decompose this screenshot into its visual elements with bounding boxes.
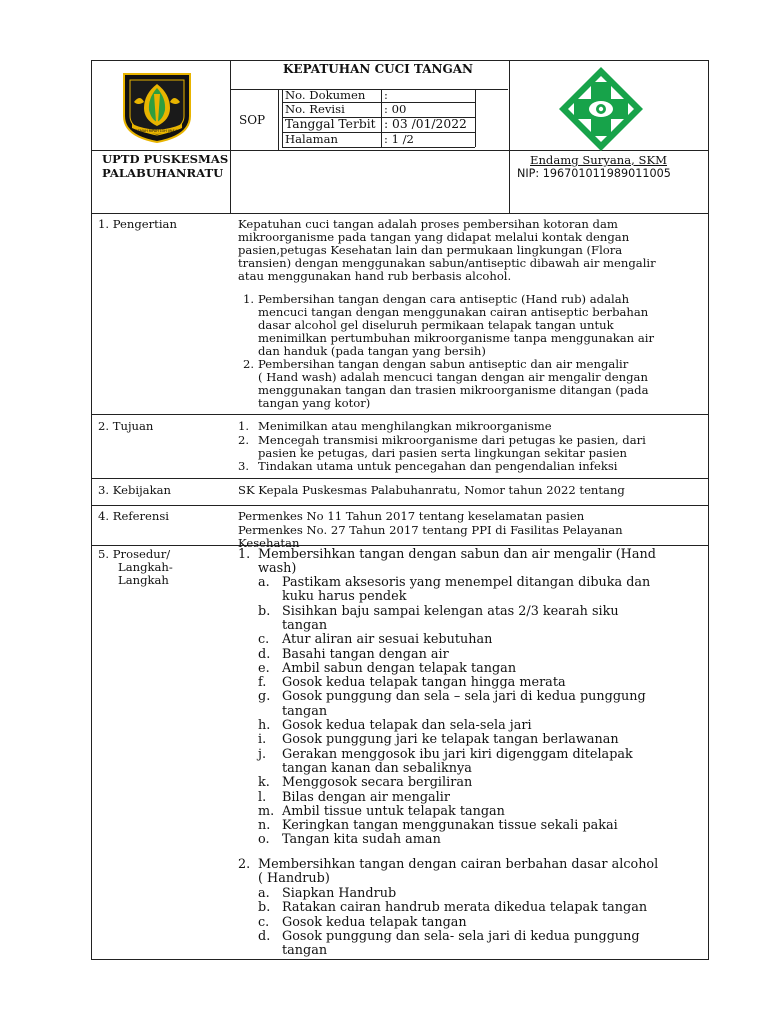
step-text: tangan kanan dan sebaliknya [282,760,472,776]
step-letter: e. [258,660,270,676]
referensi-line: Kesehatan [238,536,300,550]
text-line: pasien,petugas Kesehatan lain dan permukaan lingkungan (Flora [238,243,623,257]
row-divider-kebijakan [92,505,708,506]
step-text: Sisihkan baju sampai kelengan atas 2/3 kearah siku [282,603,619,619]
sop-label: SOP [239,113,266,127]
signer-nip: NIP: 196701011989011005 [517,167,671,180]
section-label-tujuan: 2. Tujuan [98,419,154,433]
text-line: ( Handrub) [258,871,330,887]
tujuan-point-2-line2: pasien ke petugas, dari pasien serta lingkungan sekitar pasien [258,446,627,460]
step-text: Gosok kedua telapak tangan hingga merata [282,675,566,691]
tujuan-point-3: Tindakan utama untuk pencegahan dan pengendalian infeksi [258,459,618,473]
col-divider-left [230,61,231,214]
text-line: ( Hand wash) adalah mencuci tangan dengan air mengalir dengan [258,370,648,384]
emblem-motto: GEMAH RIPAH LOH JINAWI [135,129,179,133]
step-text: Ratakan cairan handrub merata dikedua telapak tangan [282,900,648,916]
pengertian-point-number: 2. [243,357,255,371]
doc-field-label-tanggal-terbit: Tanggal Terbit [285,117,376,131]
step-letter: a. [258,886,270,901]
text-line: tangan yang kotor) [258,396,371,410]
pengertian-point-number: 1. [243,292,255,306]
col-divider-right [509,61,510,214]
pengertian-intro [238,218,688,283]
procedure-number: 1. [238,547,251,562]
field-divider [282,102,475,103]
step-letter: j. [258,746,267,762]
text-line: Pembersihan tangan dengan sabun antiseptic dan air mengalir [258,357,629,371]
step-text: tangan [282,943,328,959]
text-line: transien) dengan menggunakan sabun/antiseptic dibawah air mengalir [238,256,656,270]
text-line: Pembersihan tangan dengan cara antiseptic (Hand rub) adalah [258,292,630,306]
col-divider-sop [278,90,279,151]
step-letter: i. [258,732,267,748]
row-divider-referensi [92,545,708,546]
step-text: tangan [282,617,328,633]
puskesmas-logo [556,64,646,154]
step-text: Gosok punggung dan sela- sela jari di kedua punggung [282,928,640,944]
field-divider [381,89,382,147]
step-text: Gosok kedua telapak tangan [282,914,467,930]
row-divider-header-bottom [92,213,708,214]
row-divider-pengertian [92,414,708,415]
text-line: atau menggunakan hand rub berbasis alcohol. [238,269,512,283]
step-letter: k. [258,775,270,791]
procedure-title-handwash [258,548,656,577]
section-label-referensi: 4. Referensi [98,509,170,523]
step-letter: n. [258,818,271,834]
text-line: Membersihkan tangan dengan sabun dan air mengalir (Hand [258,547,656,562]
section-label-prosedur: 5. Prosedur/ [98,547,171,561]
tujuan-point-number: 3. [238,459,250,473]
text-line: menimilkan pertumbuhan mikroorganisme tanpa menggunakan air [258,331,654,345]
step-text: Gosok punggung dan sela – sela jari di kedua punggung [282,689,646,705]
referensi-line: Permenkes No 11 Tahun 2017 tentang keselamatan pasien [238,509,585,523]
step-text: Pastikam aksesoris yang menempel ditangan dibuka dan [282,575,651,590]
step-text: Bilas dengan air mengalir [282,789,450,805]
text-line: dasar alcohol gel diseluruh permikaan telapak tangan untuk [258,318,614,332]
step-letter: b. [258,603,271,619]
row-divider-tujuan [92,478,708,479]
text-line: menggunakan tangan dan trasien mikroorganisme ditangan (pada [258,383,649,397]
doc-field-value-no-dokumen: : [384,88,388,102]
doc-field-label-no-dokumen: No. Dokumen [285,88,366,102]
step-letter: f. [258,675,267,691]
text-line: dan handuk (pada tangan yang bersih) [258,344,486,358]
step-text: Keringkan tangan menggunakan tissue sekali pakai [282,818,618,834]
step-text: Siapkan Handrub [282,886,397,901]
field-divider [282,117,475,118]
field-divider [282,132,475,133]
pengertian-point-2 [258,358,688,410]
doc-field-value-halaman: : 1 /2 [384,132,414,146]
step-letter: c. [258,632,270,648]
step-text: Ambil tissue untuk telapak tangan [282,803,505,819]
institution-name-line2: PALABUHANRATU [102,166,224,180]
procedure-title-handrub [258,858,658,887]
tujuan-point-number: 2. [238,433,250,447]
step-letter: g. [258,689,271,705]
text-line: Membersihkan tangan dengan cairan berbahan dasar alcohol [258,857,659,872]
section-label-kebijakan: 3. Kebijakan [98,483,171,497]
step-letter: b. [258,900,271,916]
regency-emblem-logo [120,72,194,144]
kebijakan-text: SK Kepala Puskesmas Palabuhanratu, Nomor tahun 2022 tentang [238,483,625,497]
step-text: Gosok punggung jari ke telapak tangan berlawanan [282,732,619,748]
step-text: tangan [282,703,328,719]
doc-field-value-no-revisi: : 00 [384,102,407,116]
section-label-prosedur: Langkah [118,573,169,587]
doc-field-label-no-revisi: No. Revisi [285,102,345,116]
step-text: Gerakan menggosok ibu jari kiri digenggam ditelapak [282,746,633,762]
step-letter: a. [258,575,270,590]
tujuan-point-2-line1: Mencegah transmisi mikroorganisme dari petugas ke pasien, dari [258,433,646,447]
signer-name: Endamg Suryana, SKM [530,153,668,167]
step-text: Menggosok secara bergiliran [282,775,473,791]
referensi-line: Permenkes No. 27 Tahun 2017 tentang PPI di Fasilitas Pelayanan [238,523,623,537]
section-label-pengertian: 1. Pengertian [98,217,177,231]
step-text: Tangan kita sudah aman [282,832,441,848]
doc-field-value-tanggal-terbit: : 03 /01/2022 [384,117,467,131]
section-label-prosedur: Langkah- [118,560,173,574]
step-letter: c. [258,914,270,930]
step-text: kuku harus pendek [282,589,407,605]
step-letter: o. [258,832,270,848]
institution-name-line1: UPTD PUSKESMAS [102,152,229,166]
text-line: Kepatuhan cuci tangan adalah proses pembersihan kotoran dam [238,217,618,231]
tujuan-point-1: Menimilkan atau menghilangkan mikroorganisme [258,419,552,433]
document-title: KEPATUHAN CUCI TANGAN [283,62,474,76]
step-letter: h. [258,718,271,733]
step-letter: l. [258,789,267,805]
pengertian-point-1 [258,293,688,358]
field-divider [282,147,475,148]
doc-field-label-halaman: Halaman [285,132,339,146]
tujuan-point-number: 1. [238,419,250,433]
title-underline [230,89,508,90]
step-letter: d. [258,928,271,944]
procedure-number: 2. [238,857,251,872]
step-text: Atur aliran air sesuai kebutuhan [282,632,493,648]
step-text: Gosok kedua telapak dan sela-sela jari [282,718,532,733]
text-line: mencuci tangan dengan menggunakan cairan antiseptic berbahan [258,305,649,319]
step-letter: d. [258,646,271,662]
text-line: mikroorganisme pada tangan yang didapat melalui kontak dengan [238,230,630,244]
text-line: wash) [258,561,297,577]
step-letter: m. [258,803,275,819]
field-divider [475,89,476,147]
field-divider [282,89,283,147]
step-text: Ambil sabun dengan telapak tangan [282,660,517,676]
step-text: Basahi tangan dengan air [282,646,449,662]
